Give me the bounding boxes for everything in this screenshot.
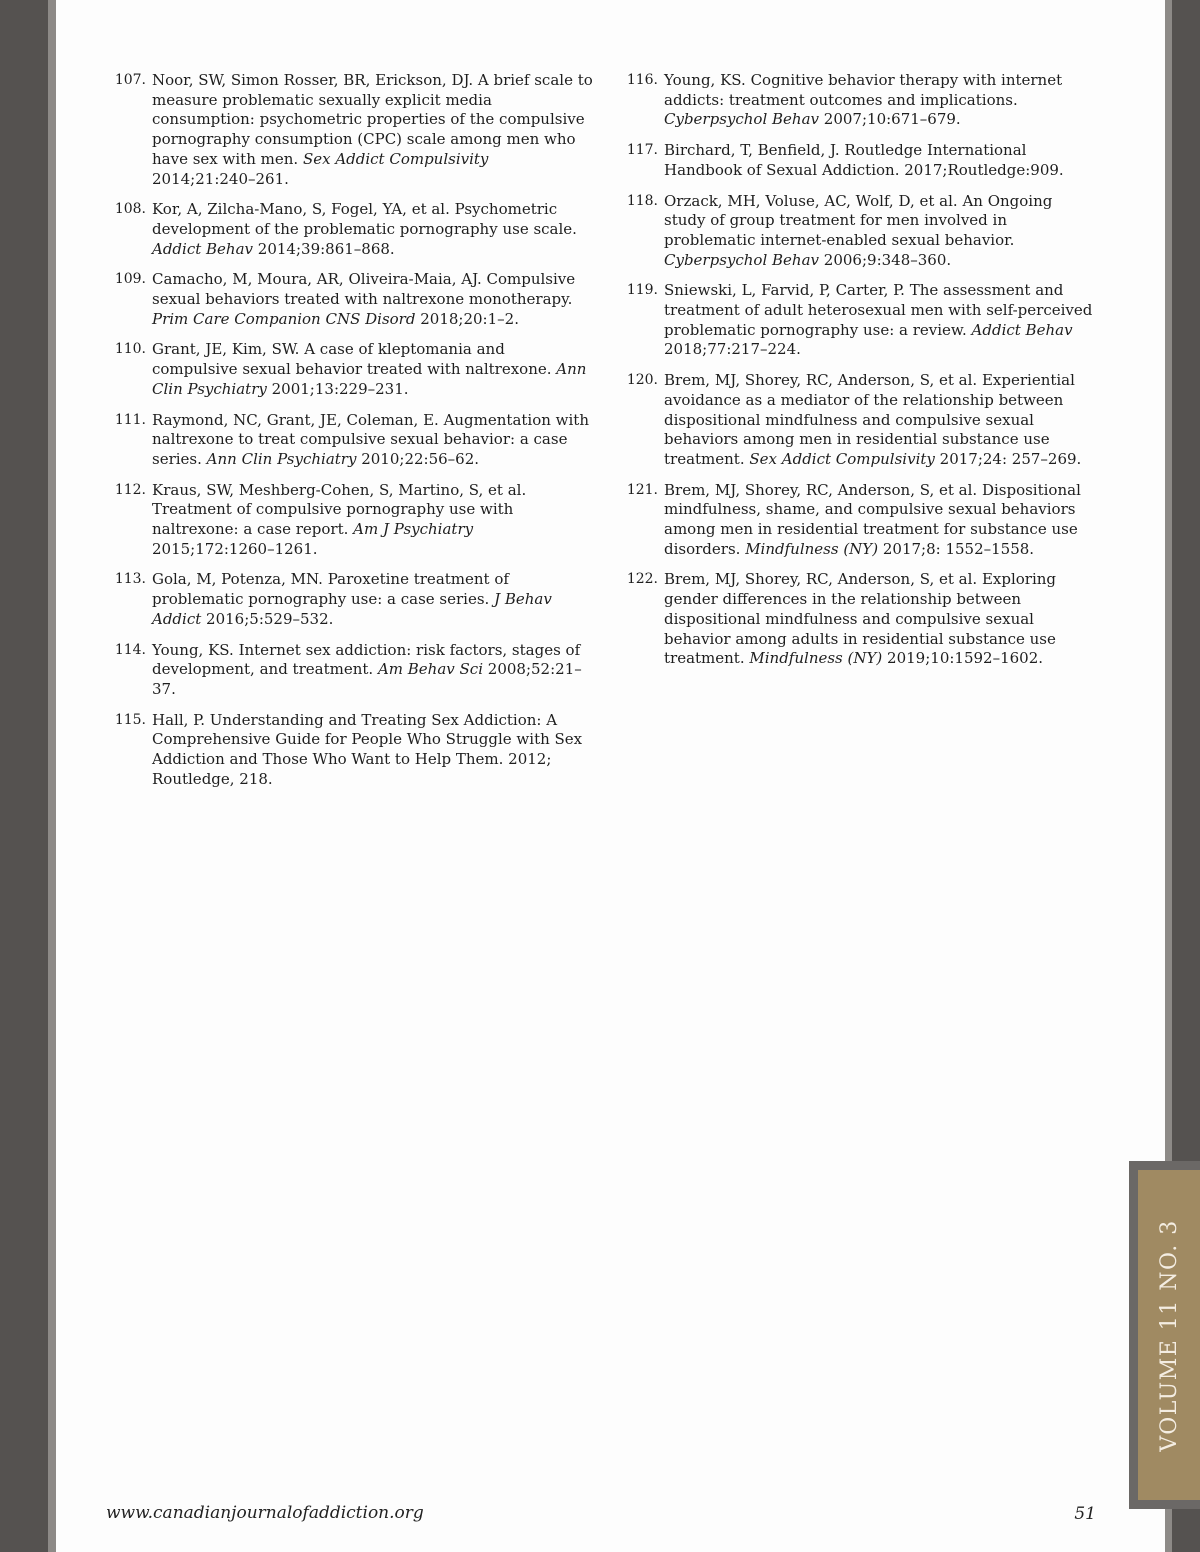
- reference-authors-title: Grant, JE, Kim, SW. A case of kleptomania and compulsive sexual behavior treated with naltrexone.: [152, 340, 552, 379]
- reference-text: [152, 411, 594, 470]
- reference-journal: Addict Behav: [971, 320, 1073, 339]
- reference-citation: 2014;21:240–261.: [152, 169, 289, 188]
- volume-tab-label-wrap: [1138, 1170, 1200, 1500]
- reference-text: [664, 371, 1098, 470]
- reference-text: [152, 711, 594, 790]
- reference-text: [664, 192, 1098, 271]
- reference-authors-title: Hall, P. Understanding and Treating Sex Addiction: A Comprehensive Guide for People Who Struggle with Sex Addiction and Those Who Want to Help Them. 2012; Routledge, 218.: [152, 710, 583, 788]
- reference-authors-title: Noor, SW, Simon Rosser, BR, Erickson, DJ. A brief scale to measure problematic sexually explicit media consumption: psychometric properties of the compulsive pornography consumption (CPC) scale among men who have sex with men.: [152, 71, 593, 168]
- reference-text: [152, 270, 594, 329]
- reference-text: [664, 570, 1098, 669]
- reference-item: [108, 200, 594, 259]
- reference-authors-title: Camacho, M, Moura, AR, Oliveira-Maia, AJ. Compulsive sexual behaviors treated with naltrexone monotherapy.: [152, 270, 576, 309]
- reference-number: 118.: [626, 192, 658, 209]
- reference-citation: 2001;13:229–231.: [271, 379, 409, 398]
- reference-number: 112.: [114, 481, 146, 498]
- reference-number: 111.: [114, 411, 146, 428]
- references-right-column: [620, 71, 1098, 680]
- reference-item: [620, 192, 1098, 271]
- reference-journal: J Behav Addict: [152, 590, 552, 628]
- reference-number: 110.: [114, 341, 146, 358]
- left-page-edge-inner: [48, 0, 56, 1552]
- reference-citation: 2017;8: 1552–1558.: [882, 539, 1035, 558]
- reference-journal: Am Behav Sci: [377, 660, 483, 679]
- reference-number: 109.: [114, 271, 146, 288]
- reference-text: [152, 340, 594, 399]
- reference-item: [108, 481, 594, 560]
- reference-item: [620, 141, 1098, 180]
- reference-item: [620, 570, 1098, 669]
- reference-citation: 2016;5:529–532.: [206, 609, 334, 628]
- reference-authors-title: Gola, M, Potenza, MN. Paroxetine treatment of problematic pornography use: a case series.: [152, 570, 509, 609]
- reference-item: [108, 411, 594, 470]
- reference-authors-title: Young, KS. Cognitive behavior therapy with internet addicts: treatment outcomes and implications.: [664, 71, 1063, 109]
- reference-citation: 2008;52:21–37.: [152, 660, 582, 698]
- references-left-column: [108, 71, 594, 801]
- reference-number: 115.: [114, 711, 146, 728]
- reference-citation: 2018;20:1–2.: [420, 309, 519, 328]
- reference-journal: Ann Clin Psychiatry: [152, 360, 587, 398]
- page-number: 51: [1074, 1504, 1096, 1524]
- reference-authors-title: Raymond, NC, Grant, JE, Coleman, E. Augmentation with naltrexone to treat compulsive sexual behavior: a case series.: [152, 410, 589, 468]
- reference-text: [664, 281, 1098, 360]
- reference-item: [108, 570, 594, 629]
- reference-text: [152, 481, 594, 560]
- reference-number: 108.: [114, 201, 146, 218]
- reference-citation: 2015;172:1260–1261.: [152, 539, 318, 558]
- reference-number: 107.: [114, 72, 146, 88]
- reference-citation: 2019;10:1592–1602.: [887, 649, 1044, 668]
- reference-authors-title: Brem, MJ, Shorey, RC, Anderson, S, et al. Dispositional mindfulness, shame, and compulsive sexual behaviors among men in residential treatment for substance use disorders.: [664, 480, 1081, 558]
- reference-number: 117.: [626, 142, 658, 159]
- reference-authors-title: Kraus, SW, Meshberg-Cohen, S, Martino, S, et al. Treatment of compulsive pornography use with naltrexone: a case report.: [152, 480, 527, 539]
- reference-journal: Mindfulness (NY): [745, 539, 879, 558]
- reference-journal: Cyberpsychol Behav: [664, 110, 820, 129]
- reference-item: [620, 71, 1098, 130]
- reference-number: 114.: [114, 641, 146, 658]
- reference-item: [620, 371, 1098, 470]
- reference-text: [152, 641, 594, 700]
- reference-journal: Addict Behav: [152, 239, 254, 258]
- footer-website-url: www.canadianjournalofaddiction.org: [106, 1503, 424, 1523]
- reference-journal: Cyberpsychol Behav: [664, 250, 820, 269]
- reference-authors-title: Orzack, MH, Voluse, AC, Wolf, D, et al. An Ongoing study of group treatment for men involved in problematic internet-enabled sexual behavior.: [664, 191, 1053, 249]
- reference-number: 120.: [626, 372, 658, 389]
- reference-authors-title: Brem, MJ, Shorey, RC, Anderson, S, et al. Exploring gender differences in the relationship between dispositional mindfulness and compulsive sexual behavior among adults in residential substance use treatment.: [664, 570, 1057, 668]
- reference-number: 116.: [626, 72, 658, 88]
- reference-text: [664, 71, 1098, 130]
- reference-item: [108, 270, 594, 329]
- reference-text: [664, 481, 1098, 560]
- reference-journal: Prim Care Companion CNS Disord: [152, 309, 416, 328]
- reference-journal: Sex Addict Compulsivity: [749, 449, 935, 468]
- reference-item: [108, 641, 594, 700]
- volume-label: VOLUME 11 NO. 3: [1156, 1218, 1182, 1452]
- reference-text: [664, 141, 1098, 180]
- reference-text: [152, 71, 594, 189]
- reference-number: 121.: [626, 481, 658, 498]
- reference-journal: Ann Clin Psychiatry: [206, 449, 357, 468]
- reference-journal: Mindfulness (NY): [749, 649, 883, 668]
- reference-citation: 2006;9:348–360.: [823, 250, 952, 269]
- reference-number: 122.: [626, 571, 658, 588]
- reference-authors-title: Sniewski, L, Farvid, P, Carter, P. The assessment and treatment of adult heterosexual men with self-perceived problematic pornography use: a review.: [664, 281, 1093, 339]
- reference-journal: Am J Psychiatry: [353, 520, 474, 539]
- reference-item: [620, 281, 1098, 360]
- reference-item: [108, 340, 594, 399]
- reference-authors-title: Young, KS. Internet sex addiction: risk factors, stages of development, and treatment.: [152, 640, 581, 679]
- reference-number: 113.: [114, 571, 146, 588]
- reference-citation: 2017;24: 257–269.: [939, 449, 1082, 468]
- reference-item: [108, 71, 594, 189]
- reference-item: [108, 711, 594, 790]
- reference-journal: Sex Addict Compulsivity: [302, 149, 489, 168]
- reference-authors-title: Kor, A, Zilcha-Mano, S, Fogel, YA, et al. Psychometric development of the problematic pornography use scale.: [152, 200, 577, 238]
- reference-citation: 2010;22:56–62.: [361, 449, 480, 468]
- reference-text: [152, 200, 594, 259]
- reference-citation: 2018;77:217–224.: [664, 340, 801, 359]
- reference-text: [152, 570, 594, 629]
- reference-number: 119.: [626, 282, 658, 299]
- reference-citation: 2014;39:861–868.: [257, 239, 395, 258]
- reference-item: [620, 481, 1098, 560]
- reference-authors-title: Brem, MJ, Shorey, RC, Anderson, S, et al. Experiential avoidance as a mediator of the relationship between dispositional mindfulness and compulsive sexual behaviors among men in residential substance use treatment.: [664, 371, 1075, 468]
- left-page-edge: [0, 0, 48, 1552]
- reference-authors-title: Birchard, T, Benfield, J. Routledge International Handbook of Sexual Addiction. 2017;Routledge:909.: [664, 141, 1064, 179]
- reference-citation: 2007;10:671–679.: [823, 110, 961, 129]
